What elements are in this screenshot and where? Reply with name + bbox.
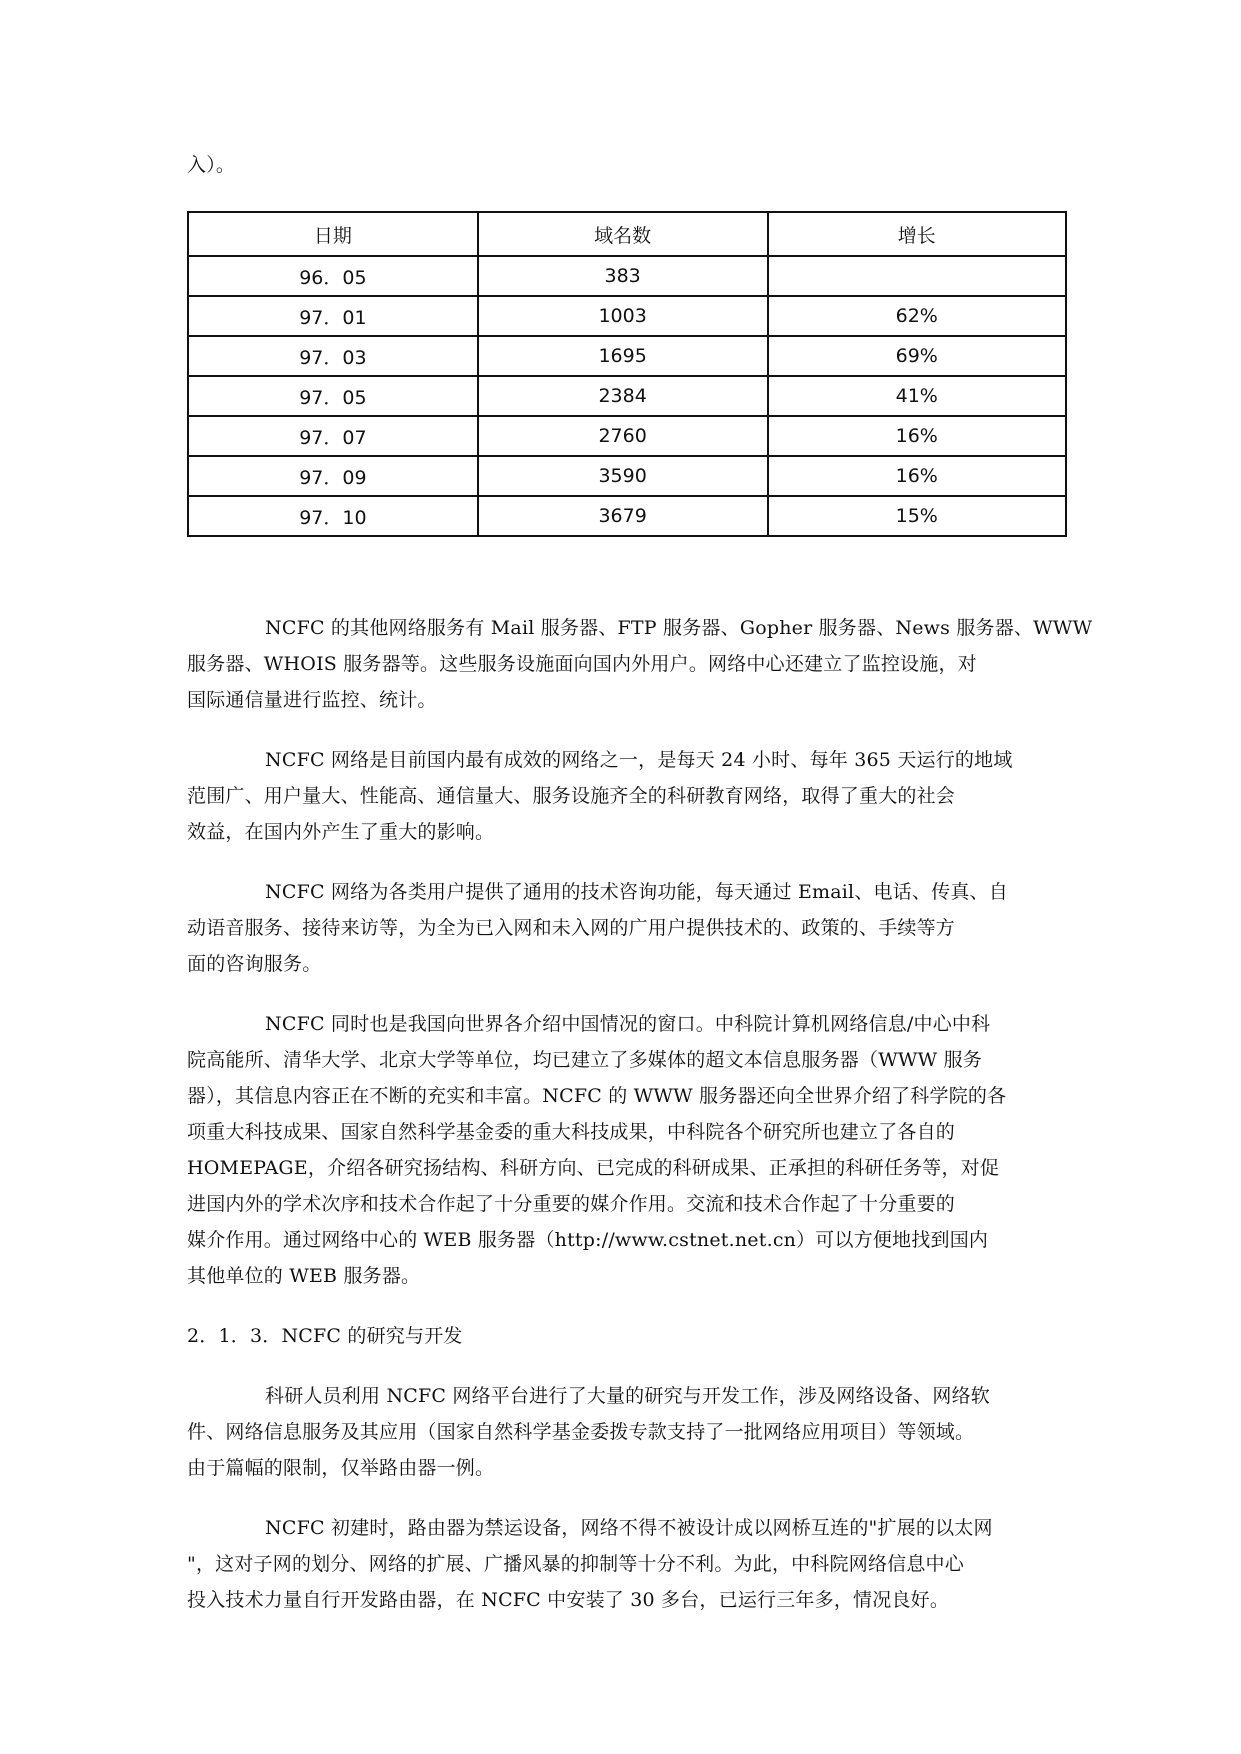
table-header-row xyxy=(188,212,1066,256)
cell-domain-count: 2760 xyxy=(478,416,768,456)
table-row xyxy=(188,336,1066,376)
cell-growth: 69% xyxy=(768,336,1067,376)
header-growth: 增长 xyxy=(768,212,1067,256)
paragraph-line: "，这对子网的划分、网络的扩展、广播风暴的抑制等十分不利。为此，中科院网络信息中心 xyxy=(187,1553,964,1575)
paragraph-line: 项重大科技成果、国家自然科学基金委的重大科技成果，中科院各个研究所也建立了各自的 xyxy=(187,1121,956,1143)
table-row xyxy=(188,496,1066,536)
cell-growth: 62% xyxy=(768,296,1067,336)
section-heading: 2．1．3．NCFC 的研究与开发 xyxy=(187,1325,463,1347)
cell-growth xyxy=(768,256,1067,296)
cell-date: 97．01 xyxy=(188,296,478,336)
cell-date: 97．09 xyxy=(188,456,478,496)
table-row xyxy=(188,456,1066,496)
cell-domain-count: 3590 xyxy=(478,456,768,496)
cell-date: 97．05 xyxy=(188,376,478,416)
paragraph-line: 效益，在国内外产生了重大的影响。 xyxy=(187,821,495,843)
paragraph-line: 动语音服务、接待来访等，为全为已入网和未入网的广用户提供技术的、政策的、手续等方 xyxy=(187,917,956,939)
paragraph-line: 媒介作用。通过网络中心的 WEB 服务器（http://www.cstnet.net.cn）可以方便地找到国内 xyxy=(187,1229,989,1251)
cell-domain-count: 1003 xyxy=(478,296,768,336)
header-domain-count: 域名数 xyxy=(478,212,768,256)
paragraph-line: 国际通信量进行监控、统计。 xyxy=(187,689,437,711)
header-date: 日期 xyxy=(188,212,478,256)
paragraph-line: 面的咨询服务。 xyxy=(187,953,322,975)
cell-domain-count: 1695 xyxy=(478,336,768,376)
table-row xyxy=(188,256,1066,296)
paragraph-line: NCFC 同时也是我国向世界各介绍中国情况的窗口。中科院计算机网络信息/中心中科 xyxy=(265,1013,991,1035)
table-row xyxy=(188,296,1066,336)
domain-count-table xyxy=(187,211,1067,537)
cell-date: 96．05 xyxy=(188,256,478,296)
cell-growth: 16% xyxy=(768,456,1067,496)
paragraph-line: 器），其信息内容正在不断的充实和丰富。NCFC 的 WWW 服务器还向全世界介绍了科学院的各 xyxy=(187,1085,1007,1107)
cell-date: 97．07 xyxy=(188,416,478,456)
paragraph-line: NCFC 初建时，路由器为禁运设备，网络不得不被设计成以网桥互连的"扩展的以太网 xyxy=(265,1517,993,1539)
cell-growth: 16% xyxy=(768,416,1067,456)
paragraph-line: 院高能所、清华大学、北京大学等单位，均已建立了多媒体的超文本信息服务器（WWW 服务 xyxy=(187,1049,983,1071)
cell-growth: 15% xyxy=(768,496,1067,536)
cell-date: 97．03 xyxy=(188,336,478,376)
paragraph-line: 进国内外的学术次序和技术合作起了十分重要的媒介作用。交流和技术合作起了十分重要的 xyxy=(187,1193,956,1215)
paragraph-line: 科研人员利用 NCFC 网络平台进行了大量的研究与开发工作，涉及网络设备、网络软 xyxy=(265,1385,990,1407)
table-row xyxy=(188,376,1066,416)
paragraph-line: 件、网络信息服务及其应用（国家自然科学基金委拨专款支持了一批网络应用项目）等领域。 xyxy=(187,1421,975,1443)
paragraph-line: 服务器、WHOIS 服务器等。这些服务设施面向国内外用户。网络中心还建立了监控设施，对 xyxy=(187,653,977,675)
cell-growth: 41% xyxy=(768,376,1067,416)
paragraph-line: NCFC 网络为各类用户提供了通用的技术咨询功能，每天通过 Email、电话、传真、自 xyxy=(265,881,1008,903)
table-row xyxy=(188,416,1066,456)
paragraph-line: 其他单位的 WEB 服务器。 xyxy=(187,1265,421,1287)
paragraph-line: 投入技术力量自行开发路由器，在 NCFC 中安装了 30 多台，已运行三年多，情况良好。 xyxy=(187,1589,950,1611)
paragraph-line: HOMEPAGE，介绍各研究扬结构、科研方向、已完成的科研成果、正承担的科研任务等，对促 xyxy=(187,1157,1000,1179)
cell-date: 97．10 xyxy=(188,496,478,536)
paragraph-line: 范围广、用户量大、性能高、通信量大、服务设施齐全的科研教育网络，取得了重大的社会 xyxy=(187,785,956,807)
cell-domain-count: 3679 xyxy=(478,496,768,536)
cell-domain-count: 2384 xyxy=(478,376,768,416)
intro-fragment: 入）。 xyxy=(187,154,236,176)
paragraph-line: NCFC 网络是目前国内最有成效的网络之一，是每天 24 小时、每年 365 天运行的地域 xyxy=(265,749,1013,771)
paragraph-line: 由于篇幅的限制，仅举路由器一例。 xyxy=(187,1457,495,1479)
cell-domain-count: 383 xyxy=(478,256,768,296)
paragraph-line: NCFC 的其他网络服务有 Mail 服务器、FTP 服务器、Gopher 服务器、News 服务器、WWW xyxy=(265,617,1093,639)
